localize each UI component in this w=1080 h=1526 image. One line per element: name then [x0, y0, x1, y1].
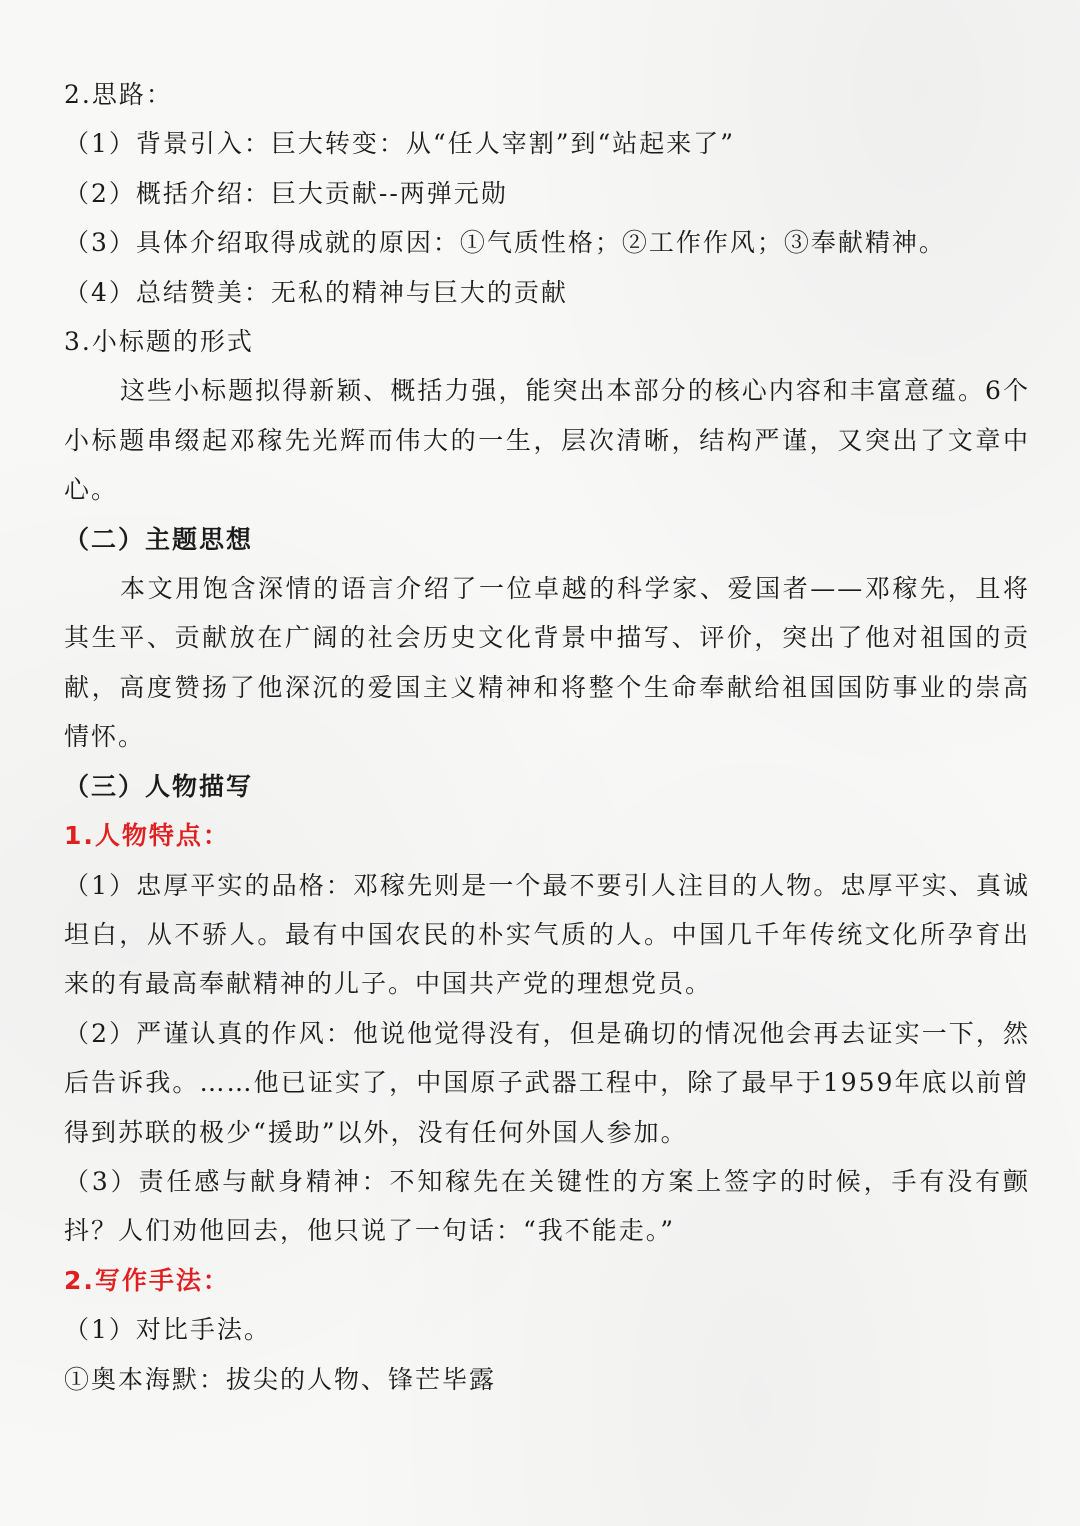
- subtitle-form-paragraph: 这些小标题拟得新颖、概括力强，能突出本部分的核心内容和丰富意蕴。6个小标题串缀起邓稼先光辉而伟大的一生，层次清晰，结构严谨，又突出了文章中心。: [64, 376, 1030, 505]
- trait-item-1: （1）忠厚平实的品格：邓稼先则是一个最不要引人注目的人物。忠厚平实、真诚坦白，从不骄人。最有中国农民的朴实气质的人。中国几千年传统文化所孕育出来的有最高奉献精神的儿子。中国共产党的理想党员。: [64, 870, 1030, 999]
- section-heading-subtitle-form: 3.小标题的形式: [64, 327, 254, 357]
- thinking-item-4: （4）总结赞美：无私的精神与巨大的贡献: [64, 277, 568, 307]
- red-heading-character-traits: 1.人物特点：: [64, 821, 230, 851]
- writing-method-1: （1）对比手法。: [64, 1315, 271, 1345]
- section-heading-thinking: 2.思路：: [64, 80, 173, 109]
- red-heading-writing-methods: 2.写作手法：: [64, 1265, 230, 1295]
- trait-item-3: （3）责任感与献身精神：不知稼先在关键性的方案上签字的时候，手有没有颤抖？人们劝他回去，他只说了一句话：“我不能走。”: [64, 1166, 1030, 1246]
- writing-method-1-point-a: ①奥本海默：拔尖的人物、锋芒毕露: [64, 1364, 497, 1394]
- thinking-item-1: （1）背景引入：巨大转变：从“任人宰割”到“站起来了”: [64, 129, 736, 159]
- theme-paragraph: 本文用饱含深情的语言介绍了一位卓越的科学家、爱国者——邓稼先，且将其生平、贡献放在广阔的社会历史文化背景中描写、评价，突出了他对祖国的贡献，高度赞扬了他深沉的爱国主义精神和将整个生命奉献给祖国国防事业的崇高情怀。: [64, 574, 1030, 752]
- section-heading-theme: （二）主题思想: [64, 524, 254, 554]
- section-heading-characters: （三）人物描写: [64, 771, 254, 801]
- thinking-item-2: （2）概括介绍：巨大贡献--两弹元勋: [64, 178, 508, 208]
- thinking-item-3: （3）具体介绍取得成就的原因：①气质性格；②工作作风；③奉献精神。: [64, 228, 946, 258]
- trait-item-2: （2）严谨认真的作风：他说他觉得没有，但是确切的情况他会再去证实一下，然后告诉我。……他已证实了，中国原子武器工程中，除了最早于1959年底以前曾得到苏联的极少“援助”以外，没有任何外国人参加。: [64, 1018, 1030, 1147]
